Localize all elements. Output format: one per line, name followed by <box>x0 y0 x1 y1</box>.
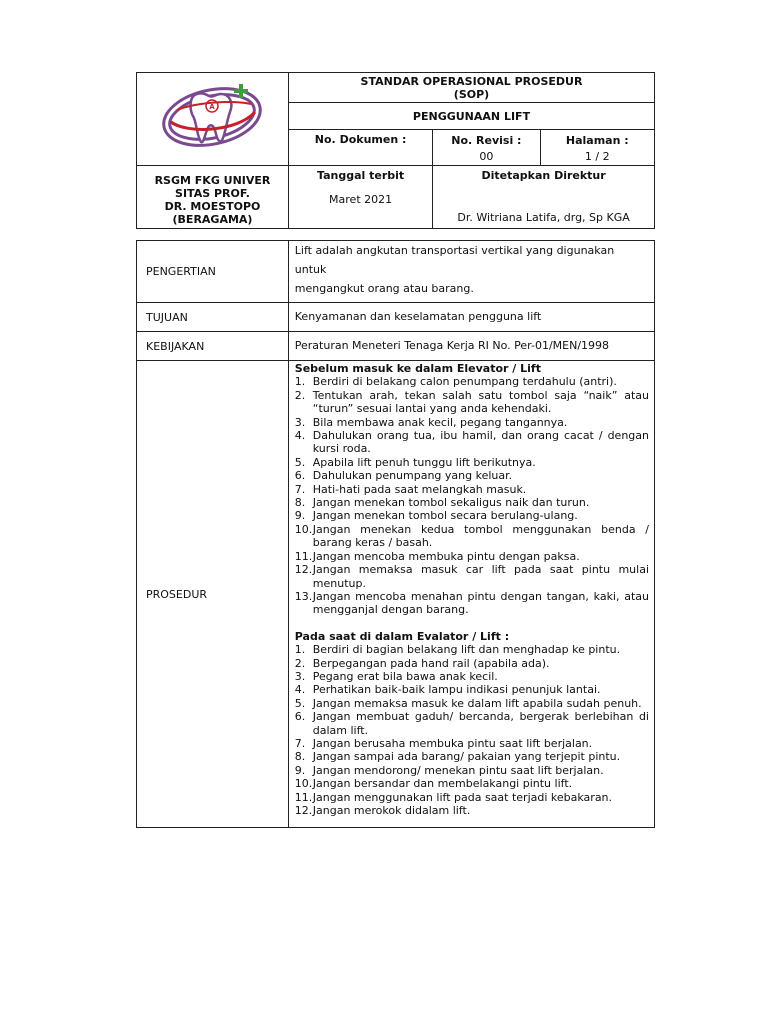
list-item-text: Jangan mendorong/ menekan pintu saat lift berjalan. <box>312 763 604 777</box>
list-item-text: Apabila lift penuh tunggu lift berikutnya. <box>312 455 536 469</box>
list-item-text: Tentukan arah, tekan salah satu tombol saja “naik” atau “turun” sesuai lantai yang anda kehendaki. <box>312 388 649 416</box>
sop-header-table <box>136 72 655 229</box>
list-item-number: 3. <box>294 669 306 683</box>
list-item-text: Pegang erat bila bawa anak kecil. <box>312 669 498 683</box>
prosedur-content <box>288 361 654 828</box>
list-item-number: 9. <box>294 763 306 777</box>
page-cell <box>540 130 654 166</box>
tujuan-row <box>137 303 655 332</box>
list-item-number: 11. <box>294 549 313 563</box>
list-item-number: 10. <box>294 777 313 791</box>
pengertian-row <box>137 241 655 303</box>
list-item <box>295 483 649 496</box>
list-item-text: Dahulukan orang tua, ibu hamil, dan orang cacat / dengan kursi roda. <box>312 429 649 456</box>
prosedur-label: PROSEDUR <box>137 361 289 828</box>
sop-title-cell <box>289 73 655 103</box>
list-item <box>295 590 649 617</box>
pengertian-text-line1: Lift adalah angkutan transportasi vertikal yang digunakan untuk <box>294 244 615 276</box>
doc-no-cell <box>289 130 433 166</box>
list-item-text: Berpegangan pada hand rail (apabila ada). <box>312 656 550 670</box>
list-item-number: 2. <box>294 656 306 670</box>
list-item-number: 4. <box>294 683 306 697</box>
revision-value: 00 <box>479 150 494 163</box>
list-item-text: Jangan menggunakan lift pada saat terjadi kebakaran. <box>312 790 613 804</box>
list-item <box>295 643 649 656</box>
list-item-number: 6. <box>294 710 306 724</box>
org-name-line3: DR. MOESTOPO <box>164 200 261 213</box>
approval-label: Ditetapkan Direktur <box>481 169 606 182</box>
list-item-text: Jangan sampai ada barang/ pakaian yang terjepit pintu. <box>312 750 621 764</box>
list-item-number: 13. <box>294 589 313 603</box>
sop-title: STANDAR OPERASIONAL PROSEDUR <box>360 75 583 88</box>
issue-date-cell <box>289 166 433 229</box>
svg-text:A: A <box>209 103 215 111</box>
list-item-text: Berdiri di bagian belakang lift dan menghadap ke pintu. <box>312 643 621 657</box>
list-item-number: 2. <box>294 388 306 402</box>
list-item-text: Jangan merokok didalam lift. <box>312 804 471 817</box>
pengertian-value-cell <box>288 241 654 303</box>
list-item-text: Jangan mencoba membuka pintu dengan paksa. <box>312 549 580 563</box>
list-item <box>295 791 649 804</box>
org-name-line4: (BERAGAMA) <box>172 213 253 226</box>
list-item <box>295 764 649 777</box>
sop-title-abbrev: (SOP) <box>453 88 490 101</box>
pengertian-label: PENGERTIAN <box>137 241 289 303</box>
revision-cell <box>433 130 540 166</box>
list-item <box>295 670 649 683</box>
list-item-text: Jangan memaksa masuk ke dalam lift apabila sudah penuh. <box>312 696 642 710</box>
organization-cell <box>137 166 289 229</box>
list-item <box>295 550 649 563</box>
prosedur-row <box>137 361 655 828</box>
approver-name: Dr. Witriana Latifa, drg, Sp KGA <box>457 211 630 224</box>
before-entering-list <box>295 375 649 616</box>
inside-lift-title: Pada saat di dalam Evalator / Lift : <box>294 629 510 643</box>
list-item <box>295 563 649 590</box>
list-item-number: 7. <box>294 736 306 750</box>
kebijakan-row <box>137 332 655 361</box>
list-item-text: Jangan membuat gaduh/ bercanda, bergerak berlebihan di dalam lift. <box>312 710 649 737</box>
list-item-number: 8. <box>294 496 306 510</box>
sop-subtitle-cell <box>289 103 655 130</box>
doc-no-label: No. Dokumen : <box>314 133 407 146</box>
list-item <box>295 710 649 737</box>
org-name-line1: RSGM FKG UNIVER <box>154 174 271 187</box>
list-item-number: 5. <box>294 455 306 469</box>
list-item-number: 4. <box>294 429 306 443</box>
inside-lift-list <box>295 643 649 817</box>
list-item-text: Jangan menekan tombol secara berulang-ulang. <box>312 509 578 523</box>
list-item <box>295 657 649 670</box>
kebijakan-text: Peraturan Meneteri Tenaga Kerja RI No. Per-01/MEN/1998 <box>288 332 654 361</box>
list-item-number: 1. <box>294 375 306 389</box>
revision-label: No. Revisi : <box>451 134 522 147</box>
tujuan-label: TUJUAN <box>137 303 289 332</box>
list-item <box>295 737 649 750</box>
list-item-number: 12. <box>294 804 313 817</box>
list-item <box>295 509 649 522</box>
list-item <box>295 416 649 429</box>
list-item-text: Hati-hati pada saat melangkah masuk. <box>312 482 527 496</box>
list-item-number: 12. <box>294 563 313 577</box>
list-item <box>295 469 649 482</box>
list-item-number: 10. <box>294 522 313 536</box>
list-item <box>295 750 649 763</box>
pengertian-text-line2: mengangkut orang atau barang. <box>294 282 474 295</box>
rsgm-tooth-logo-icon <box>137 74 288 160</box>
list-item-text: Dahulukan penumpang yang keluar. <box>312 469 513 483</box>
list-item-text: Jangan menekan kedua tombol menggunakan benda / barang keras / basah. <box>312 522 649 550</box>
list-item <box>295 523 649 550</box>
list-item-text: Perhatikan baik-baik lampu indikasi penunjuk lantai. <box>312 683 601 697</box>
list-item-number: 11. <box>294 790 313 804</box>
tujuan-text: Kenyamanan dan keselamatan pengguna lift <box>288 303 654 332</box>
list-item-number: 9. <box>294 509 306 523</box>
list-item <box>295 697 649 710</box>
list-item-text: Bila membawa anak kecil, pegang tangannya. <box>312 415 568 429</box>
list-item <box>295 429 649 456</box>
list-item-text: Berdiri di belakang calon penumpang terdahulu (antri). <box>312 375 617 389</box>
issue-date-label: Tanggal terbit <box>317 169 405 182</box>
logo-cell <box>137 73 289 166</box>
page-value: 1 / 2 <box>584 150 610 163</box>
list-item-number: 1. <box>294 643 306 657</box>
list-item-number: 8. <box>294 750 306 764</box>
before-entering-title: Sebelum masuk ke dalam Elevator / Lift <box>294 362 541 375</box>
list-item-text: Jangan memaksa masuk car lift pada saat pintu mulai menutup. <box>312 563 649 590</box>
list-item-text: Jangan bersandar dan membelakangi pintu lift. <box>312 777 573 791</box>
list-item-text: Jangan menekan tombol sekaligus naik dan turun. <box>312 496 590 510</box>
list-item-text: Jangan berusaha membuka pintu saat lift berjalan. <box>312 736 593 750</box>
sop-content-table <box>136 240 655 828</box>
list-item <box>295 804 649 817</box>
issue-date-value: Maret 2021 <box>329 193 393 206</box>
list-item-number: 3. <box>294 415 306 429</box>
kebijakan-label: KEBIJAKAN <box>137 332 289 361</box>
list-item-number: 5. <box>294 696 306 710</box>
list-item-number: 7. <box>294 482 306 496</box>
list-item-text: Jangan mencoba menahan pintu dengan tangan, kaki, atau mengganjal dengan barang. <box>312 589 649 617</box>
page-label: Halaman : <box>565 134 629 147</box>
list-item <box>295 496 649 509</box>
list-item <box>295 375 649 388</box>
sop-subtitle: PENGGUNAAN LIFT <box>412 109 531 123</box>
list-item <box>295 683 649 696</box>
approval-cell <box>433 166 655 229</box>
list-item-number: 6. <box>294 469 306 483</box>
list-item <box>295 389 649 416</box>
org-name-line2: SITAS PROF. <box>175 187 250 200</box>
list-item <box>295 777 649 790</box>
list-item <box>295 456 649 469</box>
